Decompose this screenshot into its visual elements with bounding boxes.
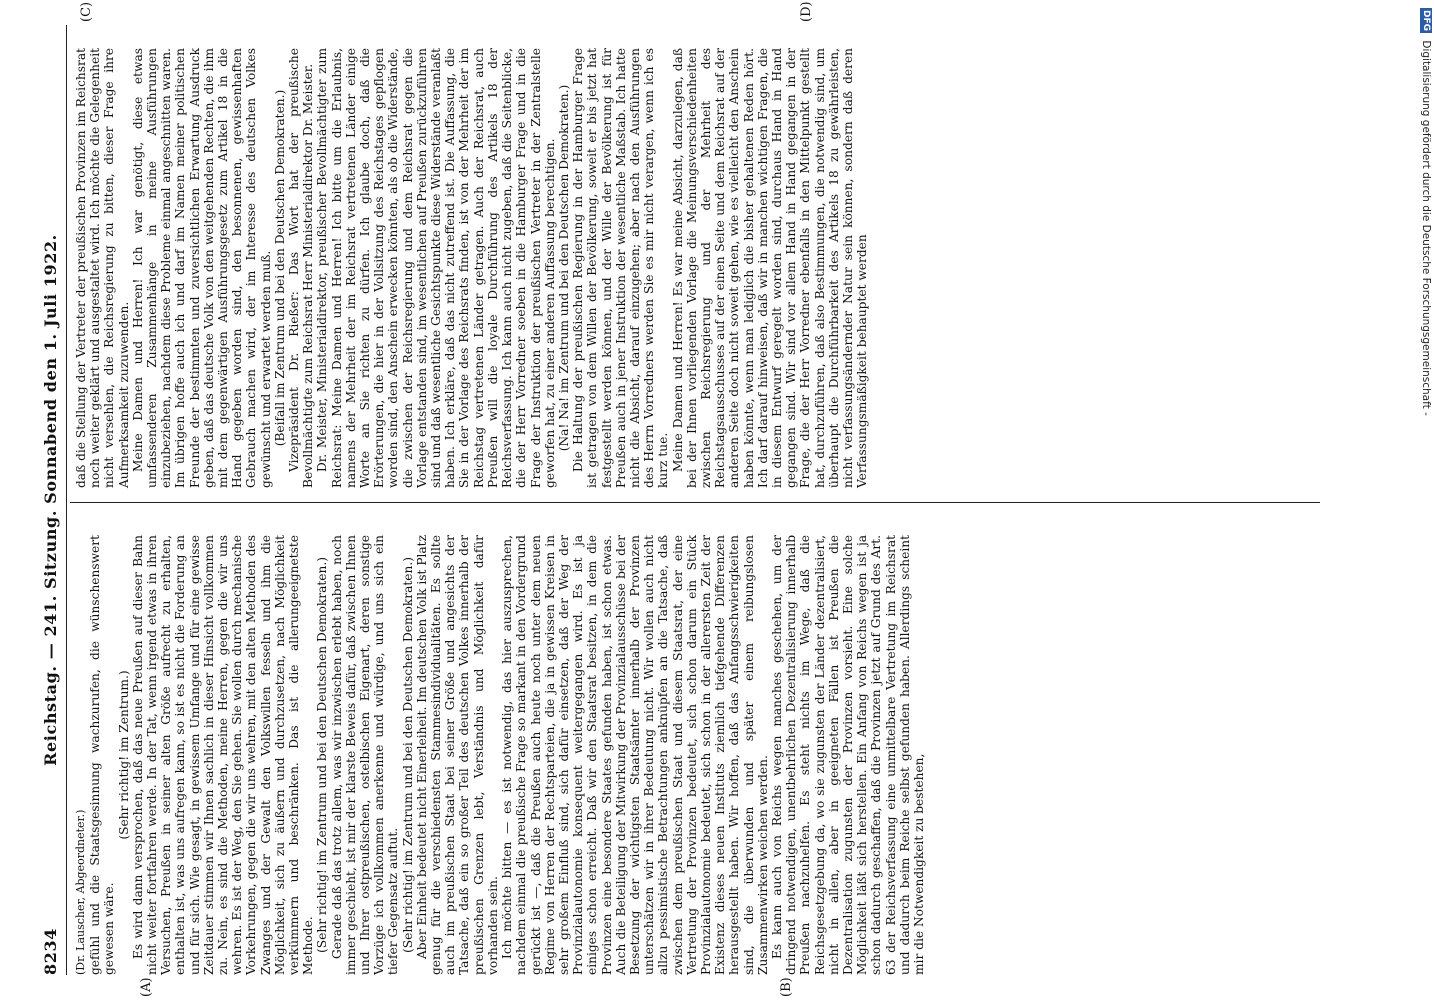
paragraph: Vizepräsident Dr. Rießer: Das Wort hat der preußische Bevollmächtigte zum Reichsrat Herr Ministerialdirektor Dr. Meister.	[287, 48, 316, 488]
rotated-page	[40, 1, 1330, 997]
dfg-logo-badge: DFG	[1421, 10, 1431, 32]
paragraph: Aber Einheit bedeutet nicht Einerleiheit. Im deutschen Volk ist Platz genug für die verschiedensten Stammesindividualitäten. Es sollte auch im preußischen Staat bei seiner Größe und angesichts der Tatsache, daß ein so großer Teil des deutschen Volkes innerhalb der preußischen Grenzen lebt, Verständnis und Möglichkeit dafür vorhanden sein.	[414, 535, 500, 975]
margin-marker-a: (A)	[139, 977, 154, 997]
interjection: (Sehr richtig! im Zentrum.)	[116, 670, 131, 840]
paragraph: Es kann auch von Reichs wegen manches geschehen, um der dringend notwendigen, unentbehrlichen Dezentralisierung innerhalb Preußen nachzuhelfen. Es steht nichts im Wege, daß die Reichsgesetzgebung da, wo sie zugunsten der Länder dezentralisiert, nicht in allen, aber in geeigneten Fällen ist Preußen die Dezentralisation zugunsten der Provinzen vorsieht. Eine solche Möglichkeit läßt sich herstellen. Ein Anfang von Reichs wegen ist ja schon dadurch geschaffen, daß die Provinzen jetzt auf Grund des Art. 63 der Reichsverfassung eine unmittelbare Vertretung im Reichsrat und dadurch beim Reiche selbst gefunden haben. Allerdings scheint mir die Notwendigkeit zu bestehen,	[769, 535, 926, 975]
paragraph: gefühl und die Staatsgesinnung wachzurufen, die wünschenswert gewesen wäre.	[88, 535, 117, 975]
interjection: (Sehr richtig! im Zentrum und bei den Deutschen Demokraten.)	[315, 557, 330, 953]
header-rule	[66, 25, 67, 975]
left-column	[74, 535, 926, 975]
interjection: (Beifall im Zentrum und bei den Deutschen Demokraten.)	[272, 89, 287, 447]
margin-marker-c: (C)	[79, 1, 94, 22]
page-header	[40, 25, 66, 975]
paragraph: daß die Stellung der Vertreter der preußischen Provinzen im Reichsrat noch weiter geklärt und ausgestaltet wird. Ich möchte die Gelegenheit nicht versehlen, die Reichsregierung zu bitten, dieser Frage ihre Aufmerksamkeit zuzuwenden.	[74, 48, 131, 488]
paragraph: Es wird dann versprochen, daß das neue Preußen auf dieser Bahn nicht weiter fortfahren werde. In der Tat, wenn irgend etwas in ihren Versuchen, Preußen in seiner alten Größe aufrecht zu erhalten, enthalten ist, was uns aufregen kann, so ist es nicht die Forderung an und für sich. Wie gesagt, in gewissem Umfange und für eine gewisse Zeitdauer stimmen wir Ihnen sachlich in dieser Hinsicht vollkommen zu. Nein, es sind die Methoden, meine Herren, gegen die wir uns wehren. Es ist der Weg, den Sie gehen. Sie wollen durch mechanische Vorkehrungen, gegen die wir uns wehren, mit den alten Methoden des Zwanges und der Gewalt den Volkswillen fesseln und ihm die Möglichkeit, sich zu äußern und durchzusetzen, nach Möglichkeit verkümmern und beschränken. Das ist die allerungeeignetste Methode.	[130, 535, 316, 975]
digitization-credit: Digitalisierung gefördert durch die Deutsche Forschungsgemeinschaft -	[1420, 40, 1432, 416]
interjection: (Sehr richtig! im Zentrum und bei den Deutschen Demokraten.)	[400, 557, 415, 953]
paragraph: Meine Damen und Herren! Es war meine Absicht, darzulegen, daß bei der Ihnen vorliegenden Vorlage die Meinungsverschiedenheiten zwischen Reichsregierung und der Mehrheit des Reichstagsausschusses auf der einen Seite und dem Reichsrat auf der anderen Seite doch nicht soweit gehen, wie es vielleicht den Anschein haben könnte, wenn man lediglich die bisher gehaltenen Reden hört. Ich darf darauf hinweisen, daß wir in manchen wichtigen Fragen, die in diesem Entwurf geregelt worden sind, durchaus Hand in Hand gegangen sind. Wir sind vor allem Hand in Hand gegangen in der Frage, die der Herr Vorredner ebenfalls in den Mittelpunkt gestellt hat, durchzuführen, daß also Bestimmungen, die notwendig sind, um überhaupt die Durchführbarkeit des Artikels 18 zu gewährleisten, nicht verfassungsändernder Natur sein können, sondern daß deren Verfassungsmäßigkeit behauptet werden	[670, 48, 870, 488]
column-divider	[70, 502, 1320, 503]
right-column	[74, 48, 869, 488]
paragraph: Dr. Meister, Ministerialdirektor, preußischer Bevollmächtigter zum Reichsrat: Meine Damen und Herren! Ich bitte um die Erlaubnis, namens der Mehrheit der im Reichsrat vertretenen Länder einige Worte an Sie richten zu dürfen. Ich glaube doch, daß die Erörterungen, die hier in der Vollsitzung des Reichstages gepflogen worden sind, den Anschein erwecken könnten, als ob die Widerstände, die zwischen der Reichsregierung und dem Reichsrat gegen die Vorlage entstanden sind, im wesentlichen auf Preußen zurückzuführen sind und daß wesentliche Gesichtspunkte diese Widerstände veranlaßt haben. Ich erkläre, daß das nicht zutreffend ist. Die Auffassung, die Sie in der Vorlage des Reichsrats finden, ist von der Mehrheit der im Reichstag vertretenen Länder getragen. Auch der Reichsrat, auch Preußen will die loyale Durchführung des Artikels 18 der Reichsverfassung. Ich kann auch nicht zugeben, daß die Seitenblicke, die der Herr Vorredner soeben in die Hamburger Frage und in die Frage der Instruktion der preußischen Vertreter in der Zentralstelle geworfen hat, zu einer anderen Auffassung berechtigen.	[315, 48, 557, 488]
margin-marker-b: (B)	[779, 977, 794, 997]
paragraph: Ich möchte bitten — es ist notwendig, das hier auszusprechen, nachdem einmal die preußische Frage so markant in den Vordergrund gerückt ist —, daß die Preußen auch heute noch unter dem neuen Regime von Herren der Rechtsparteien, die ja in gewissen Kreisen in sehr großem Einfluß sind, sich dafür einsetzen, daß der Weg der Provinzialautonomie konsequent weitergegangen wird. Es ist ja einiges schon erreicht. Daß wir den Staatsrat besitzen, in dem die Provinzen eine besondere Staates gefunden haben, ist schon etwas. Auch die Beteiligung der Mitwirkung der Provinzialausschüsse bei der Besetzung der wichtigsten Staatsämter innerhalb der Provinzen unterschätzen wir in ihrer Bedeutung nicht. Wir wollen auch nicht allzu pessimistische Betrachtungen anknüpfen an die Tatsache, daß zwischen dem preußischen Staat und diesem Staatsrat, der eine Vertretung der Provinzen bedeutet, sich schon darum ein Stück Provinzialautonomie bedeutet, sich schon in der allerersten Zeit der Existenz dieses neuen Instituts ziemlich tiefgehende Differenzen herausgestellt haben. Wir hoffen, daß das Anfangsschwierigkeiten sind, die überwunden und später einem reibungslosen Zusammenwirken weichen werden.	[500, 535, 770, 975]
running-head: Reichstag. — 241. Sitzung. Sonnabend den 1. Juli 1922.	[41, 234, 60, 766]
digitization-sidenote	[1420, 8, 1432, 416]
speaker-line: (Dr. Lauscher, Abgeordneter.)	[74, 809, 87, 975]
paragraph: Gerade daß das trotz allem, was wir inzwischen erlebt haben, noch immer geschieht, ist mir der klarste Beweis dafür, daß zwischen Ihnen und Ihrer ostpreußischen, ostelbischen Eigenart, deren sonstige Vorzüge ich vollkommen anerkenne und würdige, und uns sich ein tiefer Gegensatz auftut.	[329, 535, 401, 975]
page-number: 8234	[41, 928, 60, 975]
interjection: (Na! Na! im Zentrum und bei den Deutschen Demokraten.)	[556, 84, 571, 452]
margin-marker-d: (D)	[799, 1, 814, 22]
paragraph: Meine Damen und Herren! Ich war genötigt, diese etwas umfassenderen Zusammenhänge in meine Ausführungen einzubeziehen, nachdem diese Probleme einmal angeschnitten waren. Im übrigen hoffe auch ich und darf im Namen meiner politischen Freunde der bestimmten und zuversichtlichen Erwartung Ausdruck geben, daß das deutsche Volk von den weitgehenden Rechten, die ihm mit dem gegenwärtigen Ausführungsgesetz zum Artikel 18 in die Hand gegeben worden sind, den besonnenen, gewissenhaften Gebrauch machen wird, der im Interesse des deutschen Volkes gewünscht und erwartet werden muß.	[130, 48, 273, 488]
paragraph: Die Haltung der preußischen Regierung in der Hamburger Frage ist getragen von dem Willen der Bevölkerung, soweit er bis jetzt hat festgestellt werden können, und der Wille der Bevölkerung ist für Preußen auch in jener Instruktion der wesentliche Maßstab. Ich hatte nicht die Absicht, darauf einzugehen; aber nach den Ausführungen des Herrn Vorredners werden Sie es mir nicht verargen, wenn ich es kurz tue.	[571, 48, 671, 488]
